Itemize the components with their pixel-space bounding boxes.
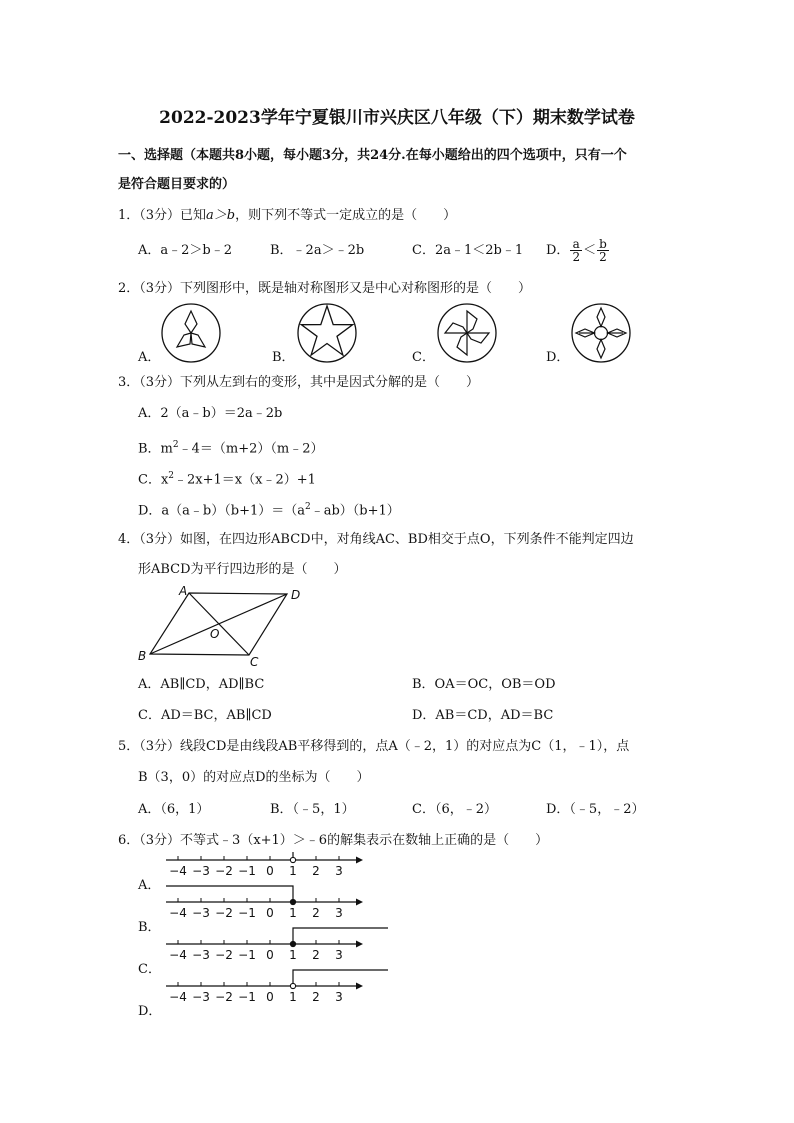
tick-label: −2 [215, 906, 233, 920]
q1-option-d-op: ＜ [583, 243, 597, 258]
q6-option-a[interactable]: A． [138, 878, 161, 893]
q3-option-b[interactable] [138, 437, 324, 457]
tick-label: 0 [266, 948, 274, 962]
q6-option-b[interactable]: B． [138, 920, 161, 935]
axis-arrow [356, 941, 363, 948]
q3-option-b-post: ﹣4＝（m+2）（m﹣2） [178, 441, 324, 457]
q4-option-d[interactable]: D．AB＝CD，AD＝BC [412, 708, 554, 723]
tick-label: 2 [312, 948, 320, 962]
open-point [290, 983, 295, 988]
tick-label: 1 [289, 948, 297, 962]
tick-label: 0 [266, 990, 274, 1004]
open-point [290, 857, 295, 862]
tick-label: −3 [192, 990, 210, 1004]
q2-option-b[interactable]: B． [272, 350, 295, 365]
tick-label: −3 [192, 906, 210, 920]
tick-label: −4 [169, 990, 187, 1004]
point-label-d: D [291, 588, 301, 602]
tick-label: −1 [238, 906, 256, 920]
point-label-a: A [179, 584, 188, 598]
q3-option-d-post: ﹣ab）（b+1） [310, 503, 400, 519]
q4-option-b[interactable]: B．OA＝OC，OB＝OD [412, 677, 556, 692]
q3-option-c-pre: C．x [138, 472, 169, 488]
solution-bracket [293, 970, 388, 986]
q3-option-d-pre: D．a（a﹣b）（b+1）＝（a [138, 503, 305, 519]
q3-option-c-post: ﹣2x+1＝x（x﹣2）+1 [174, 472, 316, 488]
closed-point [290, 941, 295, 946]
tick-label: 3 [335, 864, 343, 878]
page-title: 2022-2023学年宁夏银川市兴庆区八年级（下）期末数学试卷 [159, 108, 635, 128]
q1-fraction-a-den: 2 [572, 250, 581, 264]
q3-option-a[interactable]: A．2（a﹣b）＝2a﹣2b [138, 406, 283, 421]
q1-fraction-a [570, 238, 582, 263]
q5-option-d[interactable]: D．（﹣5，﹣2） [546, 802, 645, 817]
q2-figure-d[interactable] [570, 302, 632, 364]
q1-fraction-b-den: 2 [599, 250, 607, 264]
point-label-c: C [250, 655, 259, 669]
q3-option-d-sup: 2 [304, 502, 311, 512]
axis-arrow [356, 983, 363, 990]
tick-label: −4 [169, 948, 187, 962]
axis-arrow [356, 857, 363, 864]
tick-label: −2 [215, 990, 233, 1004]
point-label-o: O [210, 627, 220, 641]
number-line-b[interactable] [166, 886, 363, 920]
tick-label: −1 [238, 990, 256, 1004]
tick-label: 1 [289, 906, 297, 920]
q3-stem: 3．（3分）下列从左到右的变形，其中是因式分解的是（ ） [118, 375, 480, 390]
tick-label: 3 [335, 948, 343, 962]
tick-label: 1 [289, 864, 297, 878]
q2-stem: 2．（3分）下列图形中，既是轴对称图形又是中心对称图形的是（ ） [118, 281, 532, 296]
tick-label: 1 [289, 990, 297, 1004]
q4-stem-line2: 形ABCD为平行四边形的是（ ） [138, 562, 347, 577]
tick-label: 0 [266, 906, 274, 920]
q6-option-c[interactable]: C． [138, 962, 161, 977]
q1-fraction-b [597, 238, 609, 263]
tick-label: 2 [312, 864, 320, 878]
q1-option-b[interactable]: B．﹣2a＞﹣2b [270, 243, 365, 258]
q2-option-a[interactable]: A． [138, 350, 161, 365]
q1-option-d-label: D． [546, 243, 570, 258]
tick-label: −1 [238, 864, 256, 878]
tick-label: −1 [238, 948, 256, 962]
number-line-a[interactable] [166, 852, 363, 878]
q4-parallelogram-figure [130, 580, 320, 672]
q5-option-a[interactable]: A．（6，1） [138, 802, 210, 817]
q4-option-a[interactable]: A．AB∥CD，AD∥BC [138, 677, 265, 692]
q5-stem-line2: B（3，0）的对应点D的坐标为（ ） [138, 770, 370, 785]
q4-stem-line1: 4．（3分）如图，在四边形ABCD中，对角线AC、BD相交于点O，下列条件不能判定四边 [118, 532, 634, 547]
q3-option-b-sup: 2 [172, 440, 179, 450]
q4-option-c[interactable]: C．AD＝BC，AB∥CD [138, 708, 272, 723]
tick-label: −3 [192, 864, 210, 878]
tick-label: −4 [169, 906, 187, 920]
section-heading-line2: 是符合题目要求的） [118, 177, 236, 192]
q1-fraction-b-num: b [599, 237, 607, 251]
q6-stem: 6．（3分）不等式﹣3（x+1）＞﹣6的解集表示在数轴上正确的是（ ） [118, 833, 549, 848]
tick-label: −2 [215, 864, 233, 878]
q3-option-d[interactable] [138, 499, 400, 519]
number-line-c[interactable] [166, 928, 388, 962]
q5-option-c[interactable]: C．（6，﹣2） [412, 802, 497, 817]
q2-option-c[interactable]: C． [412, 350, 435, 365]
tick-label: 3 [335, 906, 343, 920]
q1-condition: a＞b [206, 208, 236, 223]
tick-label: 2 [312, 906, 320, 920]
solution-bracket [166, 886, 293, 902]
q3-option-c[interactable] [138, 468, 316, 488]
tick-label: 3 [335, 990, 343, 1004]
q1-option-a[interactable]: A．a﹣2＞b﹣2 [138, 243, 233, 258]
q3-option-c-sup: 2 [168, 471, 175, 481]
point-label-b: B [138, 649, 147, 663]
q5-stem-line1: 5．（3分）线段CD是由线段AB平移得到的，点A（﹣2，1）的对应点为C（1，﹣1），点 [118, 739, 630, 754]
q2-figure-c[interactable] [436, 302, 498, 364]
q1-fraction-a-num: a [570, 238, 582, 251]
q1-stem [118, 208, 456, 224]
q5-option-b[interactable]: B．（﹣5，1） [270, 802, 355, 817]
tick-label: −4 [169, 864, 187, 878]
tick-label: 2 [312, 990, 320, 1004]
solution-bracket [166, 852, 293, 860]
tick-label: 0 [266, 864, 274, 878]
q3-option-b-pre: B．m [138, 441, 173, 457]
tick-label: −2 [215, 948, 233, 962]
closed-point [290, 899, 295, 904]
q2-option-d[interactable]: D． [546, 350, 570, 365]
q2-figure-b[interactable] [296, 302, 358, 364]
solution-bracket [293, 928, 388, 944]
q6-option-d[interactable]: D． [138, 1004, 162, 1019]
q1-stem-post: ，则下列不等式一定成立的是（ ） [235, 208, 457, 223]
q2-figure-a[interactable] [160, 302, 222, 364]
number-line-d[interactable] [166, 970, 388, 1004]
q1-option-c[interactable]: C．2a﹣1＜2b﹣1 [412, 243, 524, 258]
axis-arrow [356, 899, 363, 906]
tick-label: −3 [192, 948, 210, 962]
q6-number-lines [160, 852, 400, 1024]
q1-option-d[interactable] [546, 236, 610, 266]
q1-stem-pre: 1．（3分）已知 [118, 208, 207, 223]
section-heading-line1: 一、选择题（本题共8小题，每小题3分，共24分.在每小题给出的四个选项中，只有一个 [118, 148, 627, 163]
